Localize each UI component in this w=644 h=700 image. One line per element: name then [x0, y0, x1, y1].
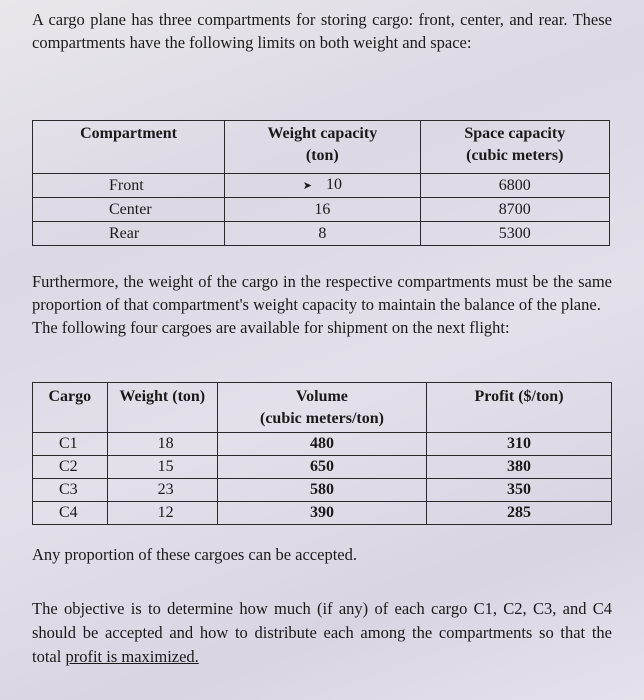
header-volume-line1: Volume	[296, 388, 348, 405]
objective-text: The objective is to determine how much (if any) of each cargo C1, C2, C3, and C4 should be accepted and how to distribute each among the compartments so that the total	[32, 599, 612, 666]
cargo-weight: 23	[107, 479, 217, 502]
cargo-profit: 380	[427, 456, 612, 479]
header-volume-line2: (cubic meters/ton)	[259, 410, 384, 427]
cargo-id: C3	[33, 479, 108, 502]
cargo-weight: 12	[107, 502, 217, 525]
header-weight: Weight (ton)	[107, 383, 217, 433]
cargo-weight: 15	[107, 456, 217, 479]
header-compartment: Compartment	[33, 121, 225, 174]
cargo-profit: 285	[427, 502, 612, 525]
weight-value: 16	[225, 198, 420, 222]
table-row	[33, 502, 612, 525]
cargo-intro-text: The following four cargoes are available for shipment on the next flight:	[32, 318, 510, 337]
cargo-weight: 18	[107, 433, 217, 456]
header-space-line2: (cubic meters)	[466, 147, 564, 164]
space-value: 5300	[420, 222, 609, 246]
balance-text: Furthermore, the weight of the cargo in the respective compartments must be the same proportion of that compartment's weight capacity to maintain the balance of the plane.	[32, 272, 612, 314]
compartments-table	[32, 120, 610, 246]
table-row	[33, 433, 612, 456]
cargo-volume: 650	[217, 456, 426, 479]
balance-paragraph	[32, 270, 612, 339]
header-weight-capacity	[225, 121, 420, 174]
space-value: 8700	[420, 198, 609, 222]
compartment-name: Center	[33, 198, 225, 222]
cargo-volume: 480	[217, 433, 426, 456]
table-row	[33, 479, 612, 502]
table-row	[33, 222, 610, 246]
header-space-capacity	[420, 121, 609, 174]
table-row	[33, 174, 610, 198]
cargo-table	[32, 382, 612, 525]
objective-paragraph	[32, 597, 612, 669]
header-profit: Profit ($/ton)	[427, 383, 612, 433]
cargo-profit: 350	[427, 479, 612, 502]
cargo-volume: 580	[217, 479, 426, 502]
space-value: 6800	[420, 174, 609, 198]
cursor-arrow-icon: ➤	[302, 180, 312, 192]
header-cargo: Cargo	[33, 383, 108, 433]
header-weight-line2: (ton)	[305, 147, 339, 164]
weight-cell	[225, 174, 420, 198]
objective-underlined: profit is maximized.	[65, 647, 199, 666]
cargo-id: C4	[33, 502, 108, 525]
cargo-id: C1	[33, 433, 108, 456]
compartment-name: Rear	[33, 222, 225, 246]
header-space-line1: Space capacity	[464, 125, 566, 142]
cargo-header-row	[33, 383, 612, 433]
cargo-volume: 390	[217, 502, 426, 525]
header-weight-line1: Weight capacity	[267, 125, 378, 142]
weight-value: 10	[325, 176, 342, 193]
cargo-profit: 310	[427, 433, 612, 456]
header-volume	[217, 383, 426, 433]
weight-value: 8	[225, 222, 420, 246]
table-row	[33, 456, 612, 479]
table-row	[33, 198, 610, 222]
cargo-id: C2	[33, 456, 108, 479]
compartment-name: Front	[33, 174, 225, 198]
compartments-header-row	[33, 121, 610, 174]
proportion-paragraph: Any proportion of these cargoes can be accepted.	[32, 545, 357, 564]
intro-paragraph: A cargo plane has three compartments for storing cargo: front, center, and rear. These compartments have the following limits on both weight and space:	[32, 10, 612, 52]
